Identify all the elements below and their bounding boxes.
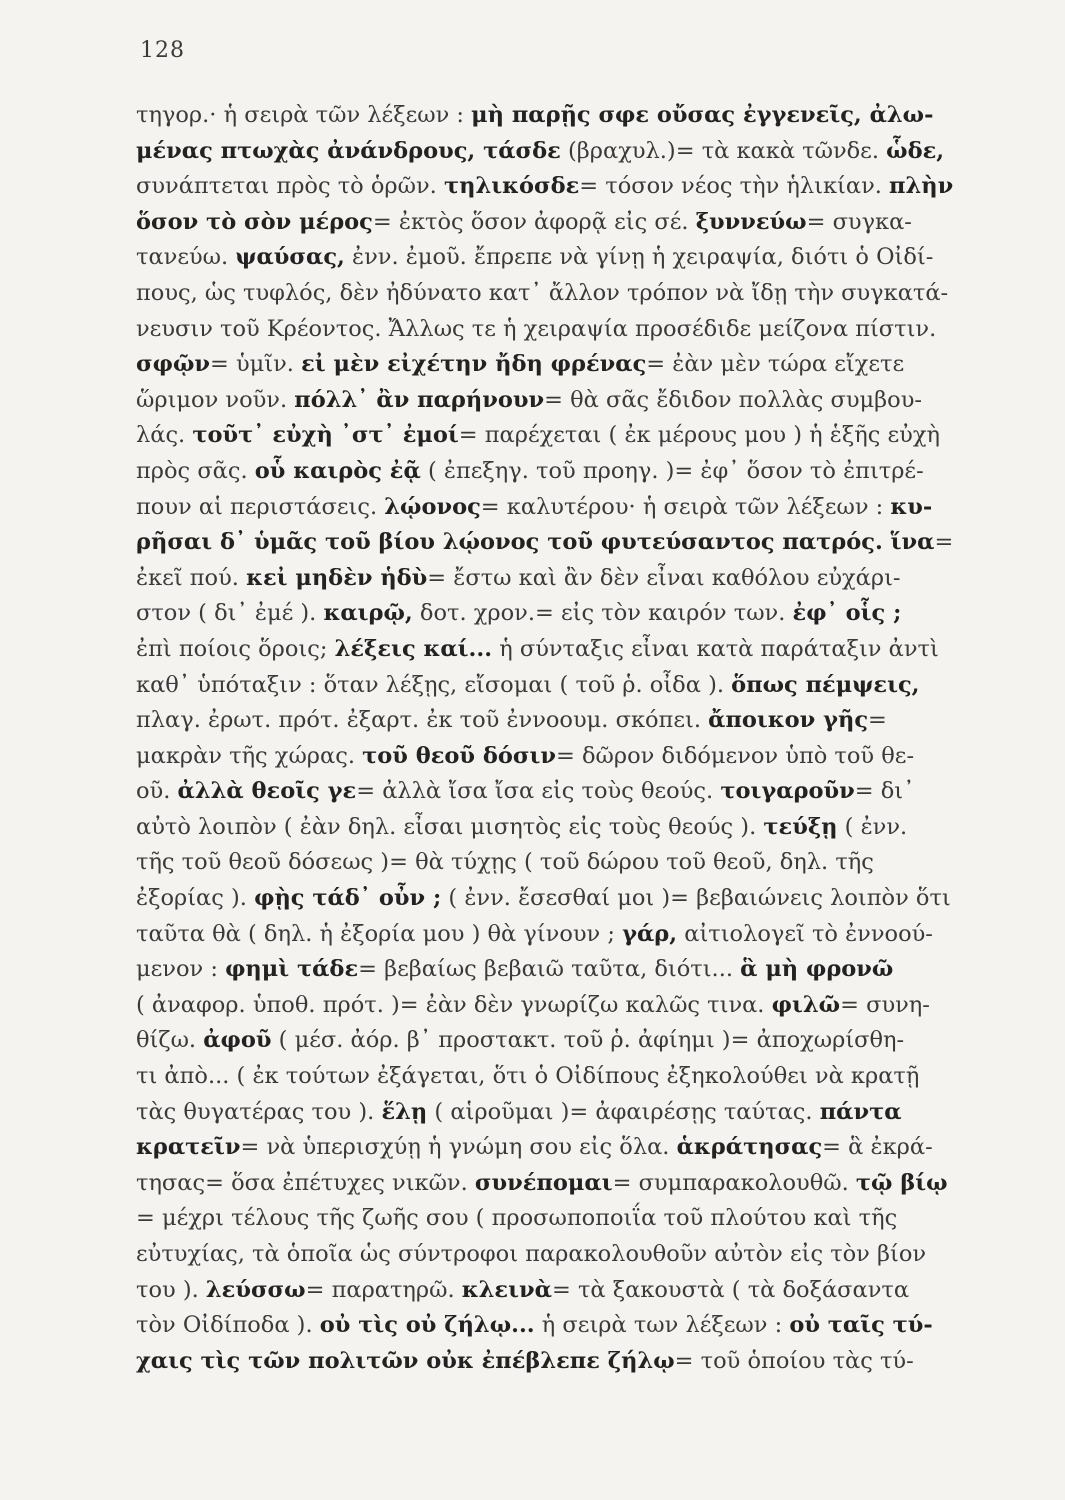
gloss-text: πους, ὡς τυφλός, δὲν ἠδύνατο κατ᾽ ἄλλον τρόπον νὰ ἴδῃ τὴν συγκατά- bbox=[136, 279, 949, 306]
text-line bbox=[136, 1023, 1016, 1059]
gloss-text: = τὰ ξακουστὰ ( τὰ δοξάσαντα bbox=[551, 1276, 910, 1303]
gloss-text: ἐκεῖ πού. bbox=[136, 564, 247, 591]
text-line bbox=[136, 668, 1016, 704]
gloss-text: νευσιν τοῦ Κρέοντος. Ἄλλως τε ἡ χειραψία προσέδιδε μείζονα πίστιν. bbox=[136, 315, 937, 342]
text-line bbox=[136, 347, 1016, 383]
lemma-term: λέξεις καί... bbox=[334, 635, 493, 662]
gloss-text: = συμπαρακολουθῶ. bbox=[612, 1169, 856, 1196]
lemma-term: κλεινὰ bbox=[461, 1276, 552, 1303]
text-line bbox=[136, 596, 1016, 632]
text-line bbox=[136, 1166, 1016, 1202]
gloss-text: τὸν Οἰδίποδα ). bbox=[136, 1312, 320, 1339]
gloss-text: τὰς θυγατέρας του ). bbox=[136, 1098, 382, 1125]
lemma-term: τηλικόσδε bbox=[443, 173, 580, 200]
commentary-text bbox=[136, 98, 1016, 1379]
gloss-text: = ἀλλὰ ἴσα ἴσα εἰς τοὺς θεούς. bbox=[356, 778, 721, 805]
lemma-term: τοῦ θεοῦ δόσιν bbox=[362, 742, 556, 769]
lemma-term: γάρ, bbox=[622, 920, 678, 947]
lemma-term: καιρῷ, bbox=[323, 600, 413, 627]
lemma-term: εἰ μὲν εἰχέτην ἤδη φρένας bbox=[301, 351, 647, 378]
gloss-text: ( μέσ. ἀόρ. β᾽ προστακτ. τοῦ ῥ. ἀφίημι )= ἀποχωρίσθη- bbox=[271, 1027, 905, 1054]
text-line bbox=[136, 632, 1016, 668]
lemma-term: φιλῶ bbox=[771, 991, 841, 1018]
gloss-text: ὥριμον νοῦν. bbox=[136, 386, 295, 413]
gloss-text: = ἔστω καὶ ἂν δὲν εἶναι καθόλου εὐχάρι- bbox=[427, 564, 901, 591]
gloss-text: πρὸς σᾶς. bbox=[136, 457, 255, 484]
page-number: 128 bbox=[140, 38, 185, 63]
lemma-term: ἁκράτησας bbox=[676, 1134, 823, 1161]
lemma-term: ἄποικον γῆς bbox=[708, 707, 869, 734]
gloss-text: ( ἀναφορ. ὑποθ. πρότ. )= ἐὰν δὲν γνωρίζω καλῶς τινα. bbox=[136, 991, 772, 1018]
lemma-term: τεύξῃ bbox=[763, 813, 838, 840]
gloss-text: μενον : bbox=[136, 956, 226, 983]
gloss-text: = παρέχεται ( ἐκ μέρους μου ) ἡ ἑξῆς εὐχὴ bbox=[458, 422, 940, 449]
gloss-text: = δι᾽ bbox=[854, 778, 915, 805]
lemma-term: ἐφ᾽ οἷς ; bbox=[792, 600, 902, 627]
lemma-term: φῂς τάδ᾽ οὖν ; bbox=[254, 885, 442, 912]
text-line bbox=[136, 561, 1016, 597]
gloss-text: ἡ σειρὰ των λέξεων : bbox=[534, 1312, 790, 1339]
text-line bbox=[136, 1059, 1016, 1095]
text-line bbox=[136, 703, 1016, 739]
gloss-text: ( ἐνν. bbox=[837, 813, 908, 840]
lemma-term: κρατεῖν bbox=[136, 1134, 241, 1161]
lemma-term: πλὴν bbox=[889, 173, 954, 200]
text-line bbox=[136, 1095, 1016, 1131]
gloss-text: πλαγ. ἐρωτ. πρότ. ἐξαρτ. ἐκ τοῦ ἐννοουμ. σκόπει. bbox=[136, 707, 709, 734]
gloss-text: ταῦτα θὰ ( δηλ. ἡ ἐξορία μου ) θὰ γίνουν ; bbox=[136, 920, 623, 947]
text-line bbox=[136, 205, 1016, 241]
lemma-term: ρῆσαι δ᾽ ὑμᾶς τοῦ βίου λῴονος τοῦ φυτεύσαντος πατρός. ἵνα bbox=[136, 529, 935, 556]
text-line bbox=[136, 881, 1016, 917]
lemma-term: λεύσσω bbox=[205, 1276, 306, 1303]
gloss-text: = βεβαίως βεβαιῶ ταῦτα, διότι... bbox=[358, 956, 741, 983]
lemma-term: τοῦτ᾽ εὐχὴ ᾽στ᾽ ἐμοί bbox=[192, 422, 459, 449]
lemma-term: μένας πτωχὰς ἀνάνδρους, τάσδε bbox=[136, 137, 561, 164]
gloss-text: = νὰ ὑπερισχύῃ ἡ γνώμη σου εἰς ὅλα. bbox=[240, 1134, 677, 1161]
text-line bbox=[136, 1308, 1016, 1344]
text-line bbox=[136, 98, 1016, 134]
lemma-term: λῴονος bbox=[384, 493, 481, 520]
gloss-text: οῦ. bbox=[136, 778, 178, 805]
gloss-text: = δῶρον διδόμενον ὑπὸ τοῦ θε- bbox=[555, 742, 915, 769]
text-line bbox=[136, 383, 1016, 419]
text-line bbox=[136, 774, 1016, 810]
gloss-text: τῆς τοῦ θεοῦ δόσεως )= θὰ τύχῃς ( τοῦ δώρου τοῦ θεοῦ, δηλ. τῆς bbox=[136, 849, 874, 876]
lemma-term: πάντα bbox=[819, 1098, 902, 1125]
lemma-term: ὅσον τὸ σὸν μέρος bbox=[136, 208, 373, 235]
lemma-term: κυ- bbox=[890, 493, 933, 520]
gloss-text: ἐξορίας ). bbox=[136, 885, 255, 912]
lemma-term: συνέπομαι bbox=[474, 1169, 613, 1196]
gloss-text: τανεύω. bbox=[136, 244, 236, 271]
text-line bbox=[136, 240, 1016, 276]
text-line bbox=[136, 1344, 1016, 1380]
lemma-term: μὴ παρῇς σφε οὔσας ἐγγενεῖς, ἀλω- bbox=[471, 102, 934, 128]
text-line bbox=[136, 1201, 1016, 1237]
gloss-text: = θὰ σᾶς ἔδιδον πολλὰς συμβου- bbox=[544, 386, 922, 413]
lemma-term: ὅπως πέμψεις, bbox=[731, 671, 920, 698]
gloss-text: = συνη- bbox=[840, 991, 930, 1018]
text-line bbox=[136, 418, 1016, 454]
gloss-text: τηγορ.· ἡ σειρὰ τῶν λέξεων : bbox=[136, 102, 472, 128]
gloss-text: εὐτυχίας, τὰ ὁποῖα ὡς σύντροφοι παρακολουθοῦν αὐτὸν εἰς τὸν βίον bbox=[136, 1241, 927, 1267]
text-line bbox=[136, 988, 1016, 1024]
gloss-text: (βραχυλ.)= τὰ κακὰ τῶνδε. bbox=[560, 137, 887, 164]
gloss-text: ( ἐνν. ἔσεσθαί μοι )= βεβαιώνεις λοιπὸν ὅτι bbox=[441, 885, 951, 912]
gloss-text: = ἐὰν μὲν τώρα εἴχετε bbox=[646, 351, 905, 378]
lemma-term: φημὶ τάδε bbox=[225, 956, 359, 983]
gloss-text: αἰτιολογεῖ τὸ ἐννοού- bbox=[677, 920, 933, 947]
gloss-text: = bbox=[934, 529, 954, 556]
lemma-term: ψαύσας, bbox=[235, 244, 345, 271]
gloss-text: ( ἐπεξηγ. τοῦ προηγ. )= ἐφ᾽ ὅσον τὸ ἐπιτρέ- bbox=[420, 457, 924, 484]
text-line bbox=[136, 454, 1016, 490]
gloss-text: ἐνν. ἐμοῦ. ἔπρεπε νὰ γίνῃ ἡ χειραψία, διότι ὁ Οἰδί- bbox=[344, 244, 934, 271]
lemma-term: χαις τὶς τῶν πολιτῶν οὐκ ἐπέβλεπε ζήλῳ bbox=[136, 1347, 675, 1374]
gloss-text: ( αἱροῦμαι )= ἀφαιρέσῃς ταύτας. bbox=[427, 1098, 820, 1125]
lemma-term: οὐ τὶς οὐ ζήλῳ... bbox=[319, 1312, 535, 1339]
text-line bbox=[136, 276, 1016, 312]
gloss-text: δοτ. χρον.= εἰς τὸν καιρόν των. bbox=[412, 600, 793, 627]
gloss-text: πουν αἱ περιστάσεις. bbox=[136, 493, 385, 520]
lemma-term: οὗ καιρὸς ἐᾷ bbox=[254, 457, 421, 484]
gloss-text: μακρὰν τῆς χώρας. bbox=[136, 742, 363, 769]
lemma-term: σφῷν bbox=[136, 351, 210, 378]
lemma-term: οὐ ταῖς τύ- bbox=[789, 1312, 933, 1339]
gloss-text: = ἐκτὸς ὅσον ἀφορᾷ εἰς σέ. bbox=[372, 208, 696, 235]
gloss-text: καθ᾽ ὑπόταξιν : ὅταν λέξῃς, εἴσομαι ( τοῦ ῥ. οἶδα ). bbox=[136, 671, 732, 698]
gloss-text: = τόσον νέος τὴν ἡλικίαν. bbox=[579, 173, 890, 200]
gloss-text: = μέχρι τέλους τῆς ζωῆς σου ( προσωποποιΐα τοῦ πλούτου καὶ τῆς bbox=[136, 1205, 898, 1232]
gloss-text: αὐτὸ λοιπὸν ( ἐὰν δηλ. εἶσαι μισητὸς εἰς τοὺς θεούς ). bbox=[136, 813, 764, 840]
lemma-term: ξυννεύω bbox=[695, 208, 807, 235]
gloss-text: = συγκα- bbox=[806, 208, 912, 235]
gloss-text: = παρατηρῶ. bbox=[305, 1276, 462, 1303]
text-line bbox=[136, 490, 1016, 526]
gloss-text: του ). bbox=[136, 1276, 206, 1303]
lemma-term: ἕλῃ bbox=[381, 1098, 428, 1125]
gloss-text: = καλυτέρου· ἡ σειρὰ τῶν λέξεων : bbox=[480, 493, 891, 520]
lemma-term: ἀλλὰ θεοῖς γε bbox=[177, 778, 357, 805]
text-line bbox=[136, 1130, 1016, 1166]
gloss-text: στον ( δι᾽ ἐμέ ). bbox=[136, 600, 324, 627]
text-line bbox=[136, 845, 1016, 881]
gloss-text: θίζω. bbox=[136, 1027, 204, 1054]
gloss-text: = ὑμῖν. bbox=[209, 351, 302, 378]
gloss-text: = τοῦ ὁποίου τὰς τύ- bbox=[674, 1347, 914, 1374]
text-line bbox=[136, 917, 1016, 953]
gloss-text: λάς. bbox=[136, 422, 193, 449]
text-line bbox=[136, 739, 1016, 775]
gloss-text: = bbox=[868, 707, 887, 734]
lemma-term: κεἰ μηδὲν ἡδὺ bbox=[246, 564, 428, 591]
text-line bbox=[136, 525, 1016, 561]
text-line bbox=[136, 810, 1016, 846]
gloss-text: ἐπὶ ποίοις ὅροις; bbox=[136, 635, 335, 662]
text-line bbox=[136, 134, 1016, 170]
lemma-term: τοιγαροῦν bbox=[720, 778, 855, 805]
lemma-term: ὧδε, bbox=[886, 137, 945, 164]
gloss-text: ἡ σύνταξις εἶναι κατὰ παράταξιν ἀντὶ bbox=[492, 635, 939, 662]
lemma-term: τῷ βίῳ bbox=[855, 1169, 948, 1196]
text-line bbox=[136, 169, 1016, 205]
text-line bbox=[136, 1273, 1016, 1309]
text-line bbox=[136, 952, 1016, 988]
lemma-term: πόλλ᾽ ἂν παρήνουν bbox=[294, 386, 545, 413]
gloss-text: τησας= ὅσα ἐπέτυχες νικῶν. bbox=[136, 1169, 475, 1196]
text-line bbox=[136, 1237, 1016, 1273]
text-line bbox=[136, 312, 1016, 348]
lemma-term: ἃ μὴ φρονῶ bbox=[740, 956, 894, 983]
gloss-text: = ἃ ἐκρά- bbox=[822, 1134, 933, 1161]
gloss-text: συνάπτεται πρὸς τὸ ὁρῶν. bbox=[136, 173, 444, 200]
lemma-term: ἀφοῦ bbox=[203, 1027, 272, 1054]
gloss-text: τι ἀπὸ... ( ἐκ τούτων ἐξάγεται, ὅτι ὁ Οἰδίπους ἐξηκολούθει νὰ κρατῇ bbox=[136, 1063, 920, 1090]
